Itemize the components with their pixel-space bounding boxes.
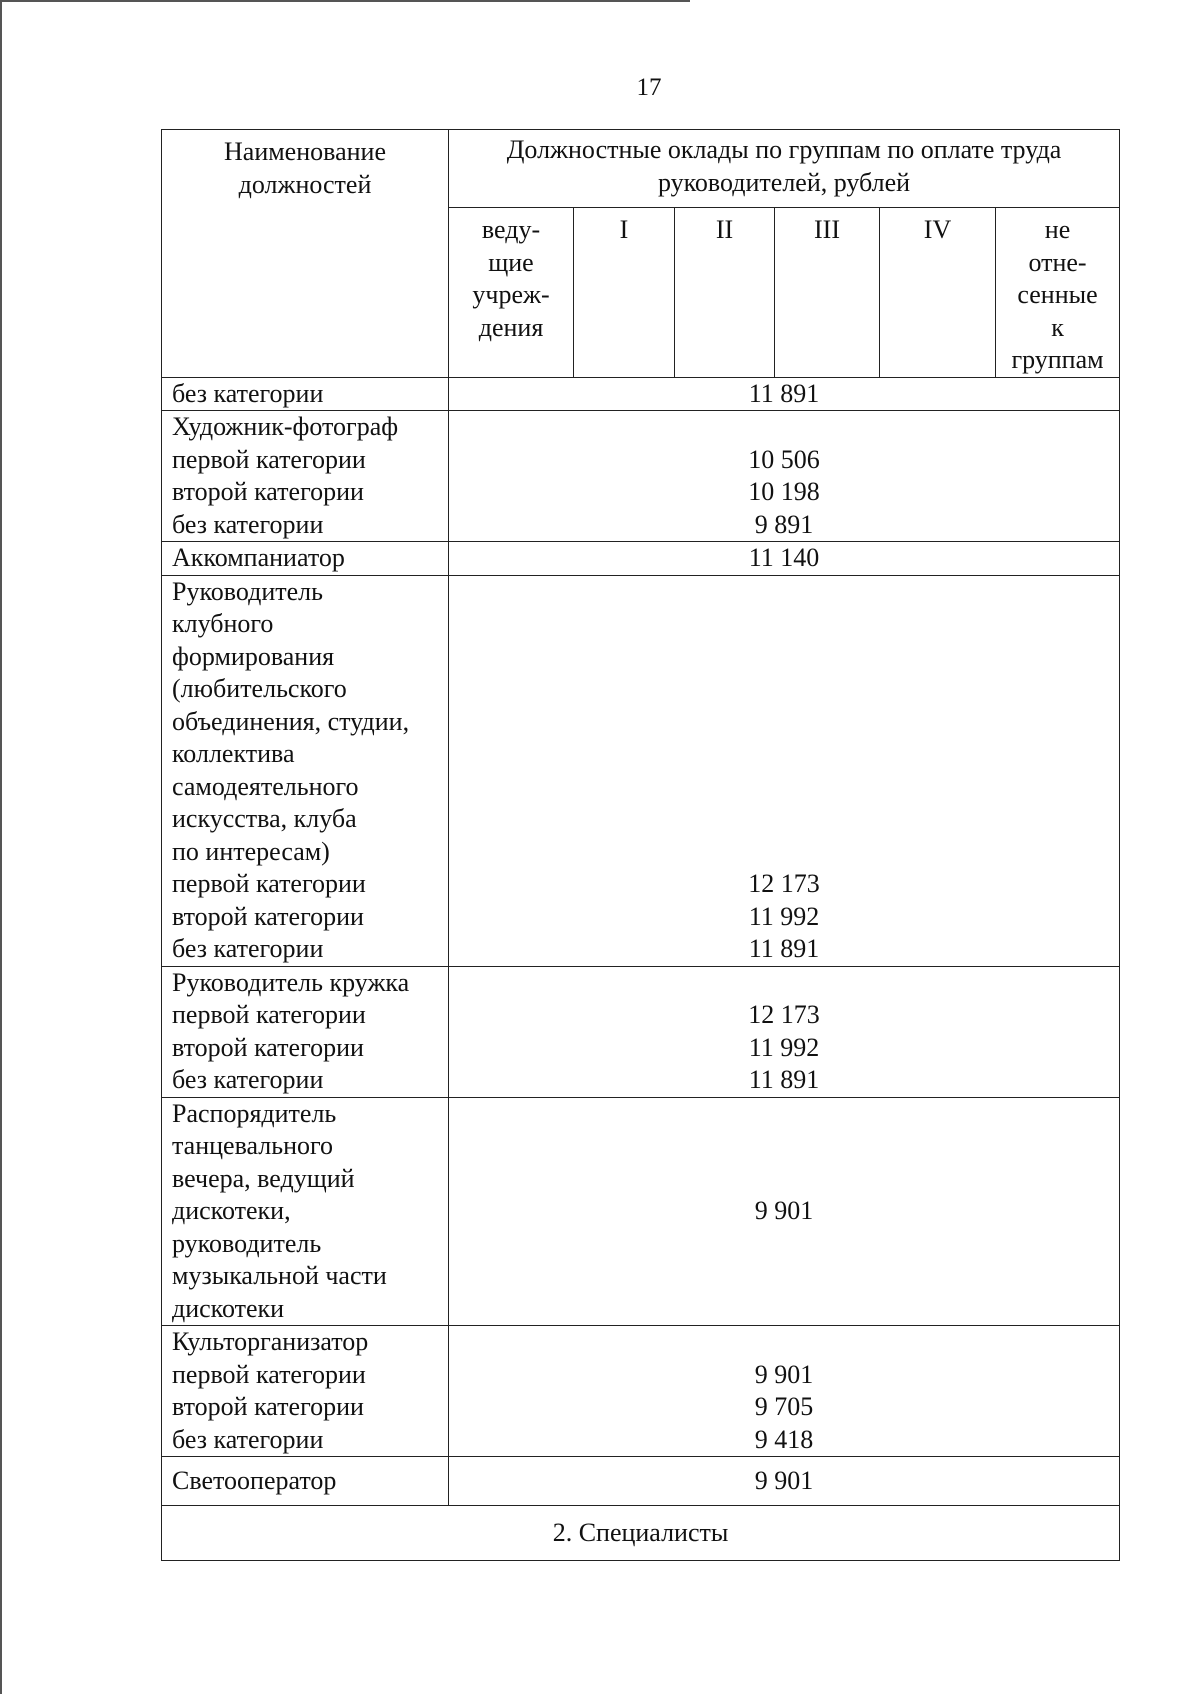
section-heading: 2. Специалисты — [162, 1506, 1120, 1561]
salary-value: 12 173 11 992 11 891 — [449, 966, 1120, 1097]
table-row — [162, 377, 1120, 411]
salary-value: 11 140 — [449, 542, 1120, 576]
header-group-iii: III — [775, 208, 880, 378]
header-group-unassigned: не отне- сенные к группам — [996, 208, 1120, 378]
header-group-leading: веду- щие учреж- дения — [449, 208, 574, 378]
position-name: Руководитель кружка первой категории второй категории без категории — [162, 966, 449, 1097]
position-name: без категории — [162, 377, 449, 411]
header-group-iv: IV — [880, 208, 996, 378]
table-row — [162, 411, 1120, 542]
table-row — [162, 966, 1120, 1097]
salary-value: 9 901 — [449, 1097, 1120, 1326]
section-row — [162, 1506, 1120, 1561]
header-position-name: Наименование должностей — [162, 130, 449, 378]
salary-value: 9 901 — [449, 1457, 1120, 1506]
scan-top-edge — [0, 0, 690, 2]
salary-table — [161, 129, 1120, 1561]
position-name: Художник-фотограф первой категории второй категории без категории — [162, 411, 449, 542]
header-salary-groups: Должностные оклады по группам по оплате труда руководителей, рублей — [449, 130, 1120, 208]
position-name: Руководитель клубного формирования (любительского объединения, студии, коллектива самодеятельного искусства, клуба по интересам) первой категории второй категории без категории — [162, 575, 449, 966]
salary-value: 12 173 11 992 11 891 — [449, 575, 1120, 966]
salary-value: 11 891 — [449, 377, 1120, 411]
table-row — [162, 1097, 1120, 1326]
table-row — [162, 1326, 1120, 1457]
table-row — [162, 542, 1120, 576]
header-group-i: I — [574, 208, 675, 378]
table-row — [162, 575, 1120, 966]
position-name: Распорядитель танцевального вечера, ведущий дискотеки, руководитель музыкальной части дискотеки — [162, 1097, 449, 1326]
header-group-ii: II — [675, 208, 775, 378]
salary-value: 9 901 9 705 9 418 — [449, 1326, 1120, 1457]
scan-left-edge — [0, 0, 2, 1694]
position-name: Культорганизатор первой категории второй категории без категории — [162, 1326, 449, 1457]
table-row — [162, 1457, 1120, 1506]
page-number: 17 — [636, 74, 662, 101]
position-name: Светооператор — [162, 1457, 449, 1506]
position-name: Аккомпаниатор — [162, 542, 449, 576]
salary-value: 10 506 10 198 9 891 — [449, 411, 1120, 542]
